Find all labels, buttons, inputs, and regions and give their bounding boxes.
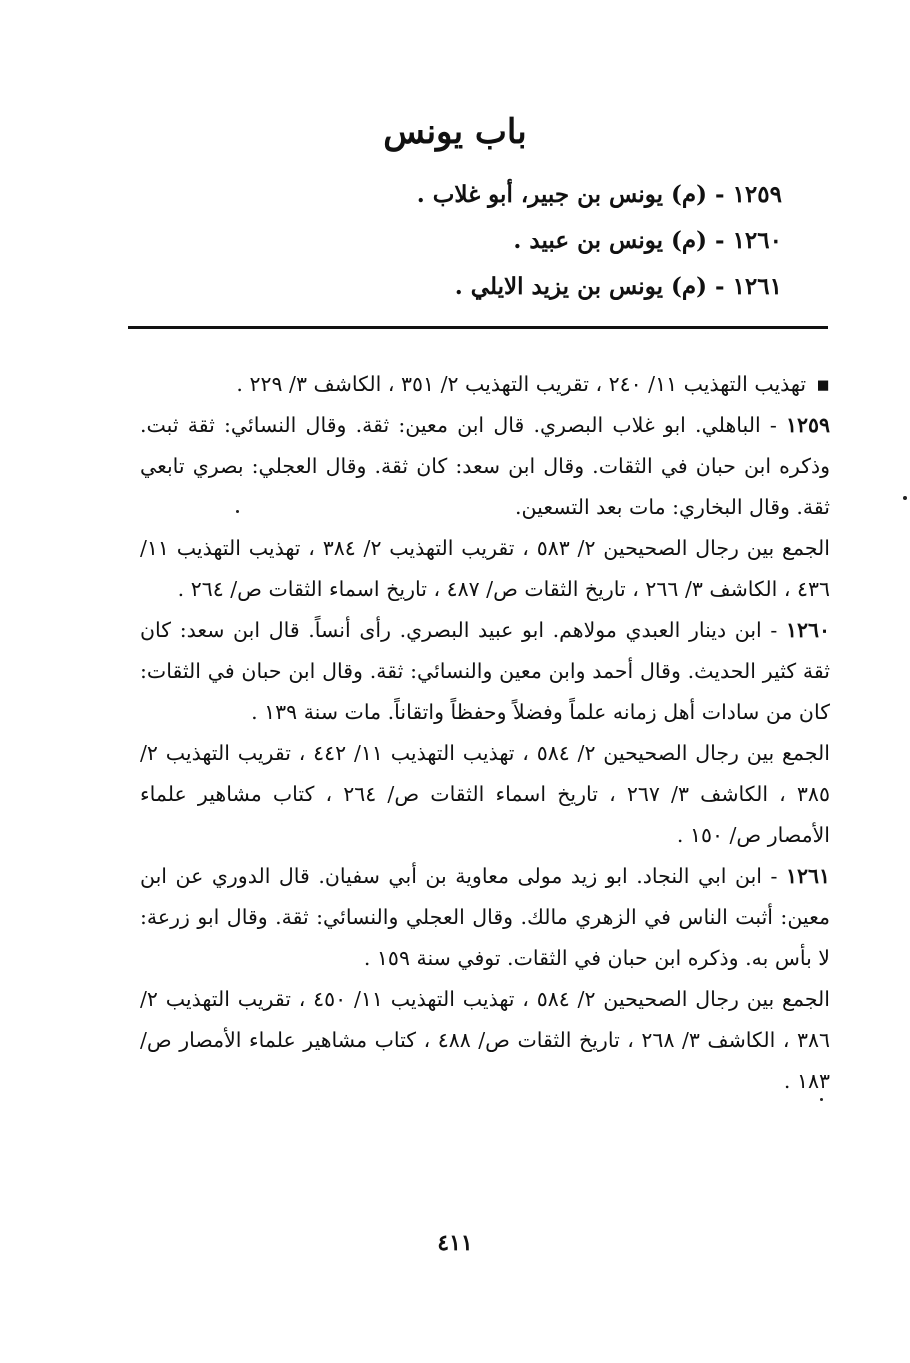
bullet-icon: ▪ [816,372,830,396]
entry-1261: ١٢٦١ - (م) يونس بن يزيد الايلي . [454,273,782,300]
footnote-1261-bio [140,856,830,979]
footnote-bio-text: - الباهلي. ابو غلاب البصري. قال ابن معين: ثقة. وقال النسائي: ثقة ثبت. وذكره ابن حبان في الثقات. وقال ابن سعد: كان ثقة. وقال العجلي: بصري تابعي ثقة. وقال البخاري: مات بعد التسعين. [140,413,830,519]
entry-1260: ١٢٦٠ - (م) يونس بن عبيد . [513,227,782,254]
scan-speck [820,1098,823,1101]
footnote-divider [128,326,828,329]
footnote-1259-bio [140,405,830,528]
footnote-1260-refs: الجمع بين رجال الصحيحين ٢/ ٥٨٤ ، تهذيب التهذيب ١١/ ٤٤٢ ، تقريب التهذيب ٢/ ٣٨٥ ، الكاشف ٣/ ٢٦٧ ، تاريخ اسماء الثقات ص/ ٢٦٤ ، كتاب مشاهير علماء الأمصار ص/ ١٥٠ . [140,741,830,847]
footnote-bio-text: - ابن دينار العبدي مولاهم. ابو عبيد البصري. رأى أنساً. قال ابن سعد: كان ثقة كثير الحديث. وقال أحمد وابن معين والنسائي: ثقة. وقال ابن حبان في الثقات: كان من سادات أهل زمانه علماً وفضلاً وحفظاً واتقاناً. مات سنة ١٣٩ . [140,618,830,724]
entry-1259: ١٢٥٩ - (م) يونس بن جبير، أبو غلاب . [416,181,782,208]
page-title: باب يونس [383,112,527,152]
footnote-1259-refs: الجمع بين رجال الصحيحين ٢/ ٥٨٣ ، تقريب التهذيب ٢/ ٣٨٤ ، تهذيب التهذيب ١١/ ٤٣٦ ، الكاشف ٣/ ٢٦٦ ، تاريخ الثقات ص/ ٤٨٧ ، تاريخ اسماء الثقات ص/ ٢٦٤ . [140,536,830,601]
footnote-number: ١٢٥٩ [785,413,830,437]
footnotes [140,364,830,1102]
scan-speck [903,496,907,500]
footnote-1261-refs: الجمع بين رجال الصحيحين ٢/ ٥٨٤ ، تهذيب التهذيب ١١/ ٤٥٠ ، تقريب التهذيب ٢/ ٣٨٦ ، الكاشف ٣/ ٢٦٨ ، تاريخ الثقات ص/ ٤٨٨ ، كتاب مشاهير علماء الأمصار ص/ ١٨٣ . [140,987,830,1093]
entry-list [122,172,782,310]
footnote-intro-text: تهذيب التهذيب ١١/ ٢٤٠ ، تقريب التهذيب ٢/ ٣٥١ ، الكاشف ٣/ ٢٢٩ . [236,372,807,396]
page-number: ٤١١ [437,1230,473,1256]
footnote-number: ١٢٦١ [785,864,830,888]
scan-speck [236,510,239,513]
footnote-1260-bio [140,610,830,733]
footnote-bio-text: - ابن ابي النجاد. ابو زيد مولى معاوية بن أبي سفيان. قال الدوري عن ابن معين: أثبت الناس في الزهري مالك. وقال العجلي والنسائي: ثقة. وقال ابو زرعة: لا بأس به. وذكره ابن حبان في الثقات. توفي سنة ١٥٩ . [140,864,830,970]
footnote-number: ١٢٦٠ [785,618,830,642]
footnote-intro [140,364,830,405]
